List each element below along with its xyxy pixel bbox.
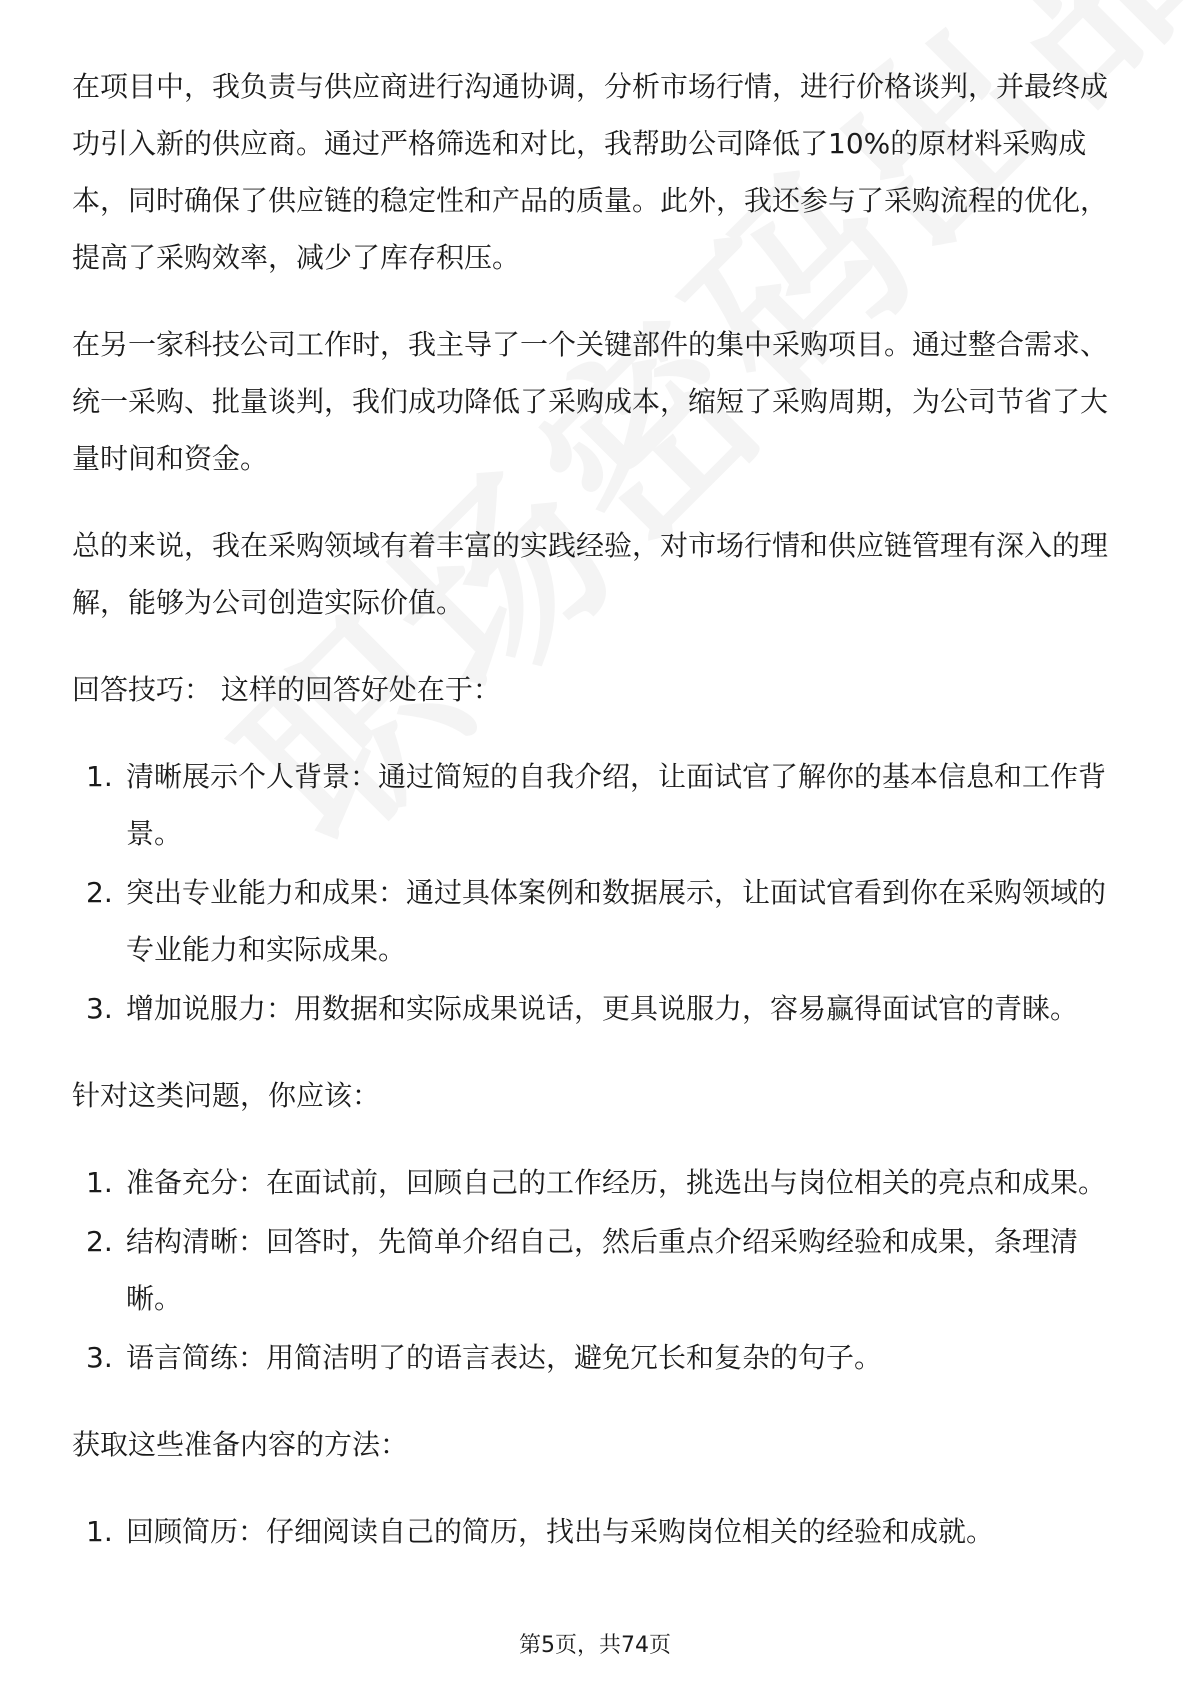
methods-heading: 获取这些准备内容的方法： xyxy=(72,1428,409,1461)
list-number: 1. xyxy=(86,760,113,793)
list-number: 2. xyxy=(86,876,113,909)
list-item xyxy=(72,1329,1122,1386)
list-text: 准备充分：在面试前，回顾自己的工作经历，挑选出与岗位相关的亮点和成果。 xyxy=(126,1166,1107,1199)
list-number: 3. xyxy=(86,992,113,1025)
list-item xyxy=(72,748,1122,862)
methods-list xyxy=(72,1503,1122,1560)
paragraph-tech-company: 在另一家科技公司工作时，我主导了一个关键部件的集中采购项目。通过整合需求、统一采购、批量谈判，我们成功降低了采购成本，缩短了采购周期，为公司节省了大量时间和资金。 xyxy=(72,328,1109,475)
list-number: 3. xyxy=(86,1341,113,1374)
list-item xyxy=(72,980,1122,1037)
page-footer: 第5页，共74页 xyxy=(519,1633,671,1658)
paragraph-project: 在项目中，我负责与供应商进行沟通协调，分析市场行情，进行价格谈判，并最终成功引入新的供应商。通过严格筛选和对比，我帮助公司降低了10%的原材料采购成本，同时确保了供应链的稳定性和产品的质量。此外，我还参与了采购流程的优化，提高了采购效率，减少了库存积压。 xyxy=(72,70,1109,274)
list-text: 结构清晰：回答时，先简单介绍自己，然后重点介绍采购经验和成果，条理清晰。 xyxy=(126,1225,1079,1315)
advice-heading: 针对这类问题，你应该： xyxy=(72,1079,381,1112)
tips-heading: 回答技巧： 这样的回答好处在于： xyxy=(72,673,501,706)
list-item xyxy=(72,1213,1122,1327)
list-text: 突出专业能力和成果：通过具体案例和数据展示，让面试官看到你在采购领域的专业能力和实际成果。 xyxy=(126,876,1107,966)
list-text: 增加说服力：用数据和实际成果说话，更具说服力，容易赢得面试官的青睐。 xyxy=(126,992,1079,1025)
list-number: 1. xyxy=(86,1515,113,1548)
list-text: 清晰展示个人背景：通过简短的自我介绍，让面试官了解你的基本信息和工作背景。 xyxy=(126,760,1107,850)
advice-list xyxy=(72,1154,1122,1386)
paragraph-summary: 总的来说，我在采购领域有着丰富的实践经验，对市场行情和供应链管理有深入的理解，能够为公司创造实际价值。 xyxy=(72,529,1109,619)
list-number: 1. xyxy=(86,1166,113,1199)
document-body xyxy=(72,58,1122,1590)
list-number: 2. xyxy=(86,1225,113,1258)
tips-list xyxy=(72,748,1122,1037)
list-item xyxy=(72,1154,1122,1211)
list-item xyxy=(72,1503,1122,1560)
list-item xyxy=(72,864,1122,978)
list-text: 语言简练：用简洁明了的语言表达，避免冗长和复杂的句子。 xyxy=(126,1341,883,1374)
list-text: 回顾简历：仔细阅读自己的简历，找出与采购岗位相关的经验和成就。 xyxy=(126,1515,995,1548)
